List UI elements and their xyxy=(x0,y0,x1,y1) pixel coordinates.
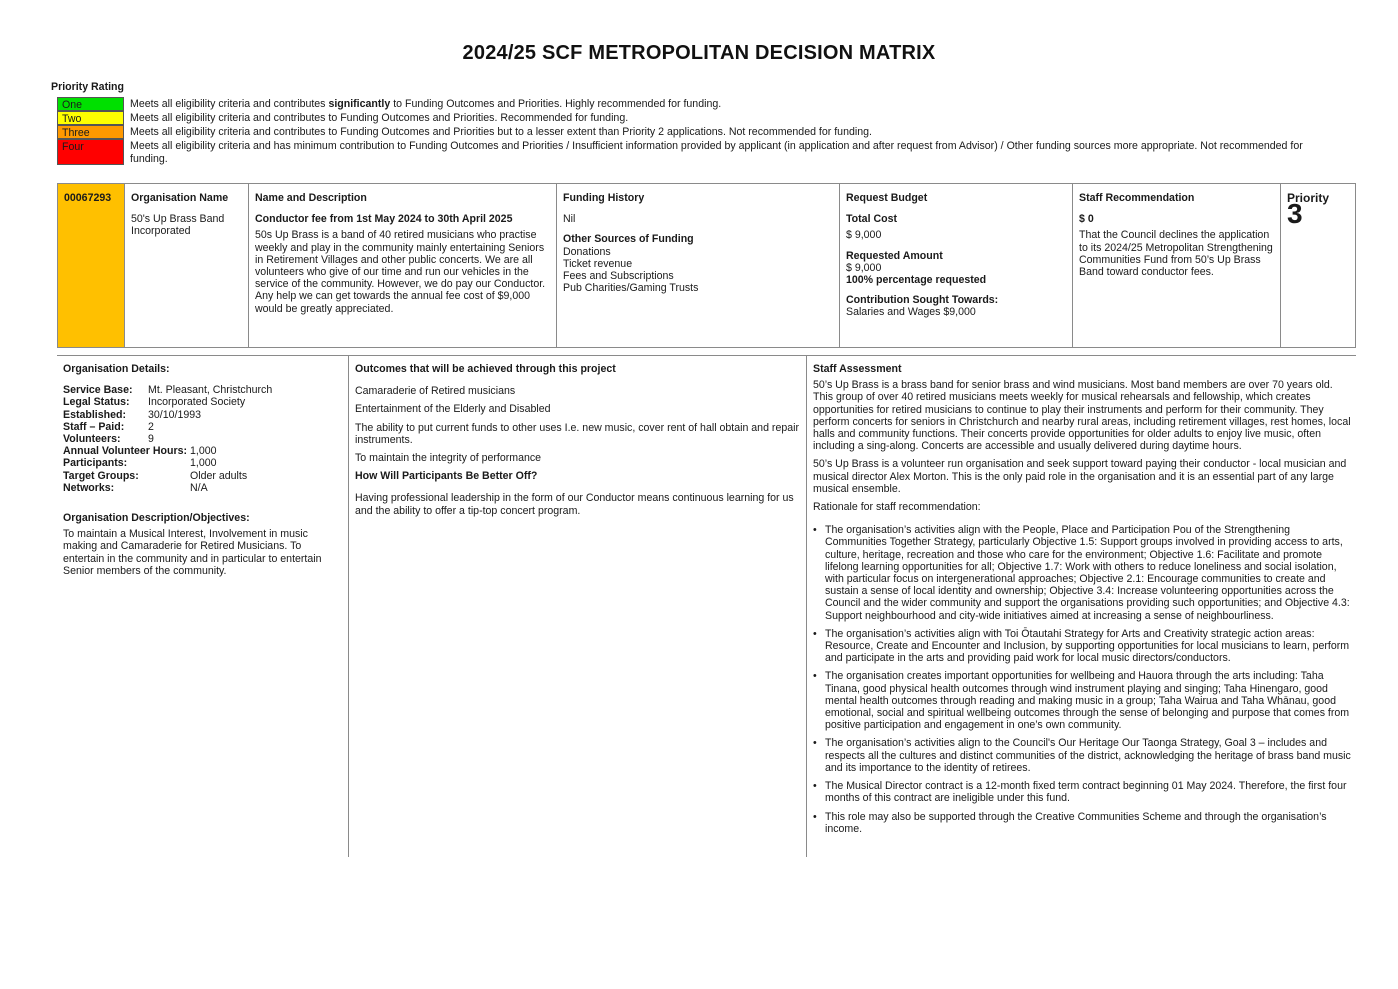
rationale-item: • The organisation’s activities align with the People, Place and Participation Pou of the Strengthening Communities Together Strategy, particularly Objective 1.5: Support groups involved in providing access to arts, culture, heritage, recreation and those who care for the environment; Objective 1.6: Facilitate and promote lifelong learning opportunities for all; Objective 1.7: Work with others to reduce loneliness and social isolation, with particular focus on intergenerational approaches; Objective 2.1: Encourage communities to create and sustain a sense of local identity and ownership; Objective 3.4: Increase volunteering opportunities across the Council and the wider community and support the organisations providing such opportunities; and Objective 4.3: Support neighbourhood and city-wide initiatives aimed at increasing a sense of neighbourliness. xyxy=(825,524,1351,622)
organisation-details-header: Organisation Details: xyxy=(63,363,170,375)
funding-history-value: Nil xyxy=(563,213,576,226)
staff-recommendation-cell xyxy=(1073,184,1281,347)
outcomes-column xyxy=(355,363,801,517)
column-divider xyxy=(348,355,349,857)
priority-three-text: Meets all eligibility criteria and contributes to Funding Outcomes and Priorities but to a lesser extent than Priority 2 applications. Not recommended for funding. xyxy=(130,126,872,138)
application-id: 00067293 xyxy=(58,184,125,347)
detail-row: Service Base: Mt. Pleasant, Christchurch xyxy=(63,384,273,397)
priority-three-row xyxy=(57,125,1313,139)
objectives-header: Organisation Description/Objectives: xyxy=(63,512,250,525)
rationale-item: • The Musical Director contract is a 12-month fixed term contract beginning 01 May 2024. Therefore, the first four months of this contract are ineligible under this fund. xyxy=(825,780,1351,804)
request-budget-cell xyxy=(840,184,1073,347)
name-description-header: Name and Description xyxy=(255,192,367,204)
priority-four-row xyxy=(57,139,1313,165)
rationale-item: • The organisation’s activities align with Toi Ōtautahi Strategy for Arts and Creativity strategic action areas: Resource, Create and Encounter and Inclusion, by supporting opportunities for local musicians to learn, perform and participate in the arts and providing paid work for local music directors/conductors. xyxy=(825,628,1351,665)
application-summary-table xyxy=(57,183,1356,348)
priority-two-row xyxy=(57,111,1313,125)
priority-one-row xyxy=(57,97,1313,111)
total-cost-value: $ 9,000 xyxy=(846,229,882,242)
percentage-requested: 100% percentage requested xyxy=(846,274,987,287)
detail-row: Staff – Paid: 2 xyxy=(63,420,154,433)
contribution-value: Salaries and Wages $9,000 xyxy=(846,306,976,319)
other-source-item: Fees and Subscriptions xyxy=(563,270,674,283)
assessment-paragraph: 50’s Up Brass is a volunteer run organisation and seek support toward paying their conductor - local musician and musical director Alex Morton. This is the only paid role in the organisation and it is an essential part of any large musical ensemble. xyxy=(813,458,1347,495)
detail-row: Target Groups: Older adults xyxy=(63,469,248,482)
other-source-item: Pub Charities/Gaming Trusts xyxy=(563,282,699,295)
staff-recommendation-text: That the Council declines the application to its 2024/25 Metropolitan Strengthening Communities Fund from 50’s Up Brass Band toward conductor fees. xyxy=(1079,229,1273,279)
assessment-paragraph: 50’s Up Brass is a brass band for senior brass and wind musicians. Most band members are over 70 years old. This group of over 40 retired musicians meets weekly for musical rehearsals and fellowship, which creates opportunities for retired musicians to continue to play their instruments and perform for their community. They perform concerts for seniors in Christchurch and nearby rural areas, including retirement villages, rest homes, local halls and community functions. Their concerts provide opportunities for older adults to enjoy live music, often including a sing-along. Concerts are accessible and usually delivered during daytime hours. xyxy=(813,379,1351,453)
section-divider xyxy=(57,355,1356,356)
requested-amount-label: Requested Amount xyxy=(846,249,943,262)
project-name: Conductor fee from 1st May 2024 to 30th April 2025 xyxy=(255,213,513,226)
outcome-item: To maintain the integrity of performance xyxy=(355,452,542,465)
rationale-list xyxy=(813,524,1351,835)
detail-row: Annual Volunteer Hours: 1,000 xyxy=(63,445,217,458)
priority-two-text: Meets all eligibility criteria and contributes to Funding Outcomes and Priorities. Recommended for funding. xyxy=(130,112,629,124)
priority-two-swatch: Two xyxy=(57,111,124,125)
rationale-item: • This role may also be supported through the Creative Communities Scheme and through the organisation’s income. xyxy=(825,811,1351,835)
objectives-text: To maintain a Musical Interest, Involvement in music making and Camaraderie for Retired Musicians. To entertain in the community and in particular to entertain Senior members of the community. xyxy=(63,528,322,577)
contribution-label: Contribution Sought Towards: xyxy=(846,294,999,307)
detail-row: Legal Status: Incorporated Society xyxy=(63,396,246,409)
project-description: 50s Up Brass is a band of 40 retired musicians who practise weekly and play in the community mainly entertaining Seniors in Retirement Villages and other public concerts. We are all volunteers who give of our time and run our vehicles in the service of the community. However, we do pay our Conductor. Any help we can get towards the annual fee cost of $9,000 would be greatly appreciated. xyxy=(255,229,546,315)
other-source-item: Donations xyxy=(563,245,611,258)
request-budget-header: Request Budget xyxy=(846,192,928,204)
staff-assessment-column xyxy=(813,363,1351,841)
other-source-item: Ticket revenue xyxy=(563,257,633,270)
better-off-header: How Will Participants Be Better Off? xyxy=(355,470,538,483)
page-title: 2024/25 SCF METROPOLITAN DECISION MATRIX xyxy=(462,42,936,64)
funding-history-cell xyxy=(557,184,840,347)
funding-history-header: Funding History xyxy=(563,192,645,204)
organisation-header: Organisation Name xyxy=(131,192,229,204)
column-divider xyxy=(806,355,807,857)
priority-one-swatch: One xyxy=(57,97,124,111)
priority-legend xyxy=(57,97,1313,165)
priority-rating-heading: Priority Rating xyxy=(51,81,124,93)
priority-four-text: Meets all eligibility criteria and has minimum contribution to Funding Outcomes and Priorities / Insufficient information provided by applicant (in application and after request from Advisor) / Other funding sources more appropriate. Not recommended for funding. xyxy=(130,140,1303,165)
organisation-name: 50's Up Brass Band Incorporated xyxy=(131,213,225,238)
staff-recommendation-header: Staff Recommendation xyxy=(1079,192,1195,204)
organisation-details-column xyxy=(63,363,333,577)
rationale-intro: Rationale for staff recommendation: xyxy=(813,501,981,514)
name-description-cell xyxy=(249,184,557,347)
priority-header: Priority xyxy=(1287,191,1330,205)
detail-row: Volunteers: 9 xyxy=(63,433,154,446)
priority-value: 3 xyxy=(1287,198,1303,230)
outcome-item: Entertainment of the Elderly and Disabled xyxy=(355,403,551,416)
other-sources-header: Other Sources of Funding xyxy=(563,233,694,246)
detail-row: Established: 30/10/1993 xyxy=(63,408,202,421)
staff-recommendation-amount: $ 0 xyxy=(1079,213,1094,226)
outcome-item: Camaraderie of Retired musicians xyxy=(355,385,516,398)
outcomes-header: Outcomes that will be achieved through this project xyxy=(355,363,616,375)
priority-cell xyxy=(1281,184,1355,347)
organisation-cell xyxy=(125,184,249,347)
staff-assessment-header: Staff Assessment xyxy=(813,363,902,375)
requested-amount-value: $ 9,000 xyxy=(846,261,882,274)
rationale-item: • The organisation creates important opportunities for wellbeing and Hauora through the arts including: Taha Tinana, good physical health outcomes through wind instrument playing and singing; Taha Hinengaro, good mental health outcomes through reading and making music in a group; Taha Wairua and Taha Whānau, good emotional, social and spiritual wellbeing outcomes through the sense of belonging and purpose that comes from positive participation and engagement in one’s own community. xyxy=(825,670,1351,731)
rationale-item: • The organisation’s activities align to the Council's Our Heritage Our Taonga Strategy, Goal 3 – includes and respects all the cultures and distinct communities of the district, acknowledging the heritage of brass band music and its importance to the identity of retirees. xyxy=(825,737,1351,774)
priority-four-swatch: Four xyxy=(57,139,124,165)
total-cost-label: Total Cost xyxy=(846,213,898,226)
detail-row: Participants: 1,000 xyxy=(63,457,217,470)
priority-one-text: Meets all eligibility criteria and contributes significantly to Funding Outcomes and Priorities. Highly recommended for funding. xyxy=(130,98,722,110)
better-off-text: Having professional leadership in the form of our Conductor means continuous learning for us and the ability to offer a tip-top concert program. xyxy=(355,492,794,517)
priority-three-swatch: Three xyxy=(57,125,124,139)
outcome-item: The ability to put current funds to other uses I.e. new music, cover rent of hall obtain and repair instruments. xyxy=(355,421,799,446)
detail-row: Networks: N/A xyxy=(63,481,208,494)
